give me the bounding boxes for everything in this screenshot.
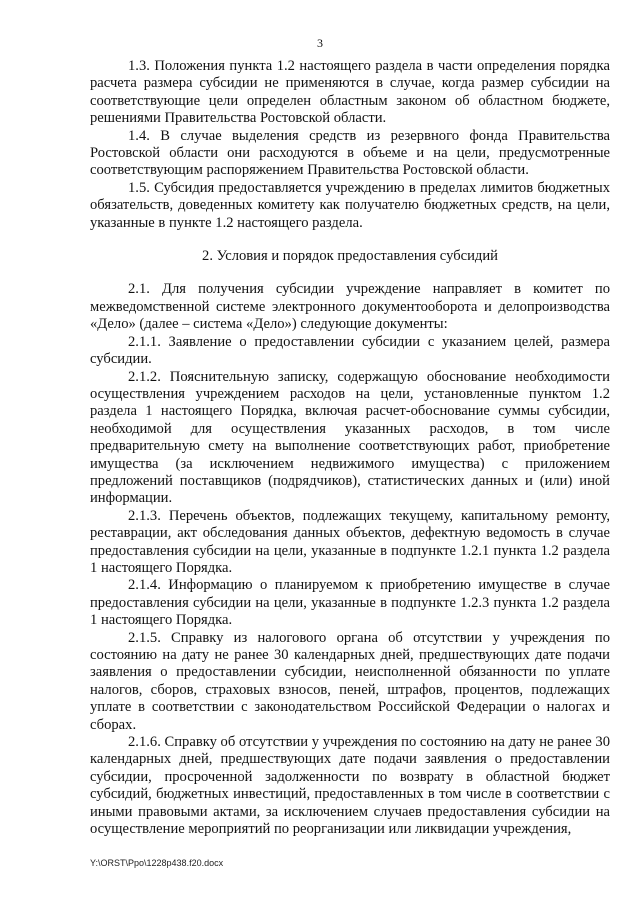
footer-file-path: Y:\ORST\Ppo\1228p438.f20.docx: [90, 858, 224, 868]
section-heading: 2. Условия и порядок предоставления субсидий: [202, 248, 498, 265]
paragraph-2-1-4: 2.1.4. Информацию о планируемом к приобретению имуществе в случае предоставления субсидии на цели, указанные в подпункте 1.2.3 пункта 1.2 раздела 1 настоящего Порядка.: [90, 577, 610, 629]
paragraph-1-4: 1.4. В случае выделения средств из резервного фонда Правительства Ростовской области они расходуются в объеме и на цели, предусмотренные соответствующим распоряжением Правительства Ростовской области.: [90, 127, 610, 179]
paragraph-1-3: 1.3. Положения пункта 1.2 настоящего раздела в части определения порядка расчета размера субсидии не применяются в случае, когда размер субсидии на соответствующие цели определен областным законом об областном бюджете, решениями Правительства Ростовской области.: [90, 58, 610, 127]
paragraph-2-1-3: 2.1.3. Перечень объектов, подлежащих текущему, капитальному ремонту, реставрации, акт обследования данных объектов, дефектную ведомость в случае предоставления субсидии на цели, указанные в подпункте 1.2.1 пункта 1.2 раздела 1 настоящего Порядка.: [90, 507, 610, 576]
paragraph-2-1-2: 2.1.2. Пояснительную записку, содержащую обоснование необходимости осуществления учреждением расходов на цели, установленные пунктом 1.2 раздела 1 настоящего Порядка, включая расчет-обоснование суммы субсидии, необходимой для осуществления указанных расходов, в том числе предварительную смету на выполнение соответствующих работ, приобретение имущества (за исключением недвижимого имущества) с приложением предложений поставщиков (подрядчиков), статистических данных и (или) иной информации.: [90, 368, 610, 507]
paragraph-1-5: 1.5. Субсидия предоставляется учреждению в пределах лимитов бюджетных обязательств, доведенных комитету как получателю бюджетных средств, на цели, указанные в пункте 1.2 настоящего раздела.: [90, 179, 610, 231]
paragraph-2-1-6: 2.1.6. Справку об отсутствии у учреждения по состоянию на дату не ранее 30 календарных дней, предшествующих дате подачи заявления о предоставлении субсидии, просроченной задолженности по возврату в областной бюджет субсидий, бюджетных инвестиций, предоставленных в том числе в соответствии с иными правовыми актами, за исключением случаев предоставления субсидии на осуществление мероприятий по реорганизации или ликвидации учреждения,: [90, 734, 610, 838]
document-body: [90, 58, 610, 838]
paragraph-2-1: 2.1. Для получения субсидии учреждение направляет в комитет по межведомственной системе электронного документооборота и делопроизводства «Дело» (далее – система «Дело») следующие документы:: [90, 281, 610, 333]
paragraph-2-1-5: 2.1.5. Справку из налогового органа об отсутствии у учреждения по состоянию на дату не ранее 30 календарных дней, предшествующих дате подачи заявления о предоставлении субсидии, неисполненной обязанности по уплате налогов, сборов, страховых взносов, пеней, штрафов, процентов, подлежащих уплате в соответствии с законодательством Российской Федерации о налогах и сборах.: [90, 629, 610, 733]
page-number: 3: [317, 36, 323, 50]
paragraph-2-1-1: 2.1.1. Заявление о предоставлении субсидии с указанием целей, размера субсидии.: [90, 333, 610, 368]
